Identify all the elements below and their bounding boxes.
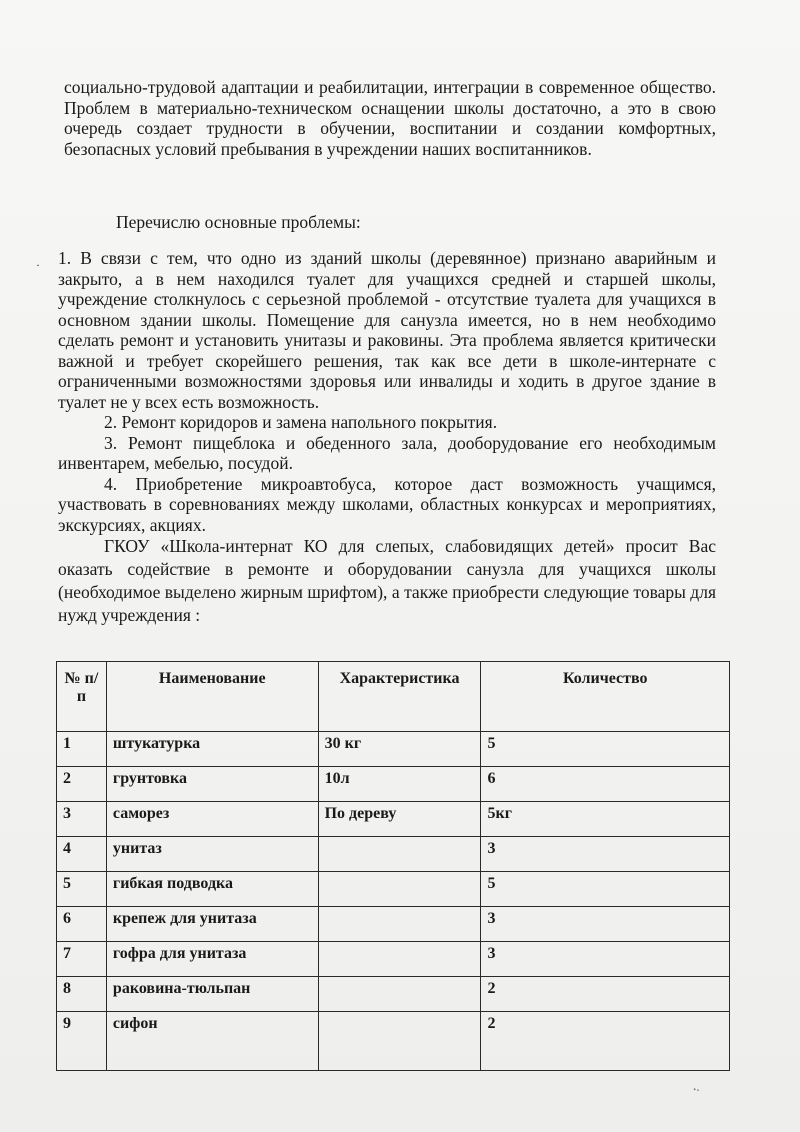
- table-row: [57, 732, 730, 767]
- cell-number: 1: [57, 732, 107, 767]
- cell-quantity: 3: [481, 907, 730, 942]
- request-text: ГКОУ «Школа-интернат КО для слепых, слабовидящих детей» просит Вас оказать содействие в ремонте и оборудовании санузла для учащихся школы (необходимое выделено жирным шрифтом), а также приобрести следующие товары для нужд учреждения :: [58, 536, 716, 625]
- cell-quantity: 3: [481, 942, 730, 977]
- problem-2-text: 2. Ремонт коридоров и замена напольного покрытия.: [104, 412, 498, 432]
- cell-number: 6: [57, 907, 107, 942]
- cell-characteristic: [318, 942, 481, 977]
- cell-characteristic: 30 кг: [318, 732, 481, 767]
- table-row: [57, 977, 730, 1012]
- cell-quantity: 5: [481, 732, 730, 767]
- cell-number: 3: [57, 802, 107, 837]
- cell-quantity: 5кг: [481, 802, 730, 837]
- cell-name: гибкая подводка: [106, 872, 318, 907]
- cell-characteristic: [318, 837, 481, 872]
- intro-paragraph: [64, 77, 716, 159]
- table-row: [57, 802, 730, 837]
- problem-3-text: 3. Ремонт пищеблока и обеденного зала, дооборудование его необходимым инвентарем, мебелью, посудой.: [58, 432, 716, 473]
- cell-name: штукатурка: [106, 732, 318, 767]
- bullet-dot: ·: [36, 258, 40, 272]
- cell-number: 7: [57, 942, 107, 977]
- cell-number: 4: [57, 837, 107, 872]
- cell-quantity: 6: [481, 767, 730, 802]
- cell-number: 2: [57, 767, 107, 802]
- cell-quantity: 5: [481, 872, 730, 907]
- problem-4-text: 4. Приобретение микроавтобуса, которое даст возможность учащимся, участвовать в соревнованиях между школами, областных конкурсах и мероприятиях, экскурсиях, акциях.: [58, 473, 716, 535]
- problem-1: [58, 248, 716, 627]
- cell-characteristic: По дереву: [318, 802, 481, 837]
- cell-name: гофра для унитаза: [106, 942, 318, 977]
- cell-quantity: 2: [481, 977, 730, 1012]
- cell-name: сифон: [106, 1012, 318, 1071]
- cell-number: 9: [57, 1012, 107, 1071]
- cell-characteristic: [318, 872, 481, 907]
- cell-characteristic: [318, 977, 481, 1012]
- goods-table: [56, 661, 730, 1071]
- table-row: [57, 767, 730, 802]
- col-header-name: Наименование: [106, 662, 318, 732]
- col-header-quantity: Количество: [481, 662, 730, 732]
- cell-name: унитаз: [106, 837, 318, 872]
- table-row: [57, 872, 730, 907]
- cell-characteristic: [318, 907, 481, 942]
- table-row: [57, 837, 730, 872]
- cell-quantity: 2: [481, 1012, 730, 1071]
- table-header-row: [57, 662, 730, 732]
- col-header-characteristic: Характеристика: [318, 662, 481, 732]
- cell-name: саморез: [106, 802, 318, 837]
- col-header-number: № п/п: [57, 662, 107, 732]
- intro-text: социально-трудовой адаптации и реабилитации, интеграции в современное общество. Проблем в материально-техническом оснащении школы достаточно, а это в свою очередь создает трудности в обучении, воспитании и создании комфортных, безопасных условий пребывания в учреждении наших воспитанников.: [64, 77, 716, 159]
- cell-number: 5: [57, 872, 107, 907]
- cell-characteristic: 10л: [318, 767, 481, 802]
- cell-number: 8: [57, 977, 107, 1012]
- cell-name: раковина-тюльпан: [106, 977, 318, 1012]
- table-row: [57, 1012, 730, 1071]
- table-row: [57, 942, 730, 977]
- problems-heading: [116, 212, 716, 233]
- cell-name: грунтовка: [106, 767, 318, 802]
- cell-quantity: 3: [481, 837, 730, 872]
- problems-heading-text: Перечислю основные проблемы:: [116, 212, 361, 232]
- cell-characteristic: [318, 1012, 481, 1071]
- table-row: [57, 907, 730, 942]
- cell-name: крепеж для унитаза: [106, 907, 318, 942]
- scan-speck: ᠂·: [690, 1084, 701, 1099]
- problem-1-text: 1. В связи с тем, что одно из зданий школы (деревянное) признано аварийным и закрыто, а в нем находился туалет для учащихся средней и старшей школы, учреждение столкнулось с серьезной проблемой - отсутствие туалета для учащихся в основном здании школы. Помещение для санузла имеется, но в нем необходимо сделать ремонт и установить унитазы и раковины. Эта проблема является критически важной и требует скорейшего решения, так как все дети в школе-интернате с ограниченными возможностями здоровья или инвалиды и ходить в другое здание в туалет не у всех есть возможность.: [58, 248, 716, 412]
